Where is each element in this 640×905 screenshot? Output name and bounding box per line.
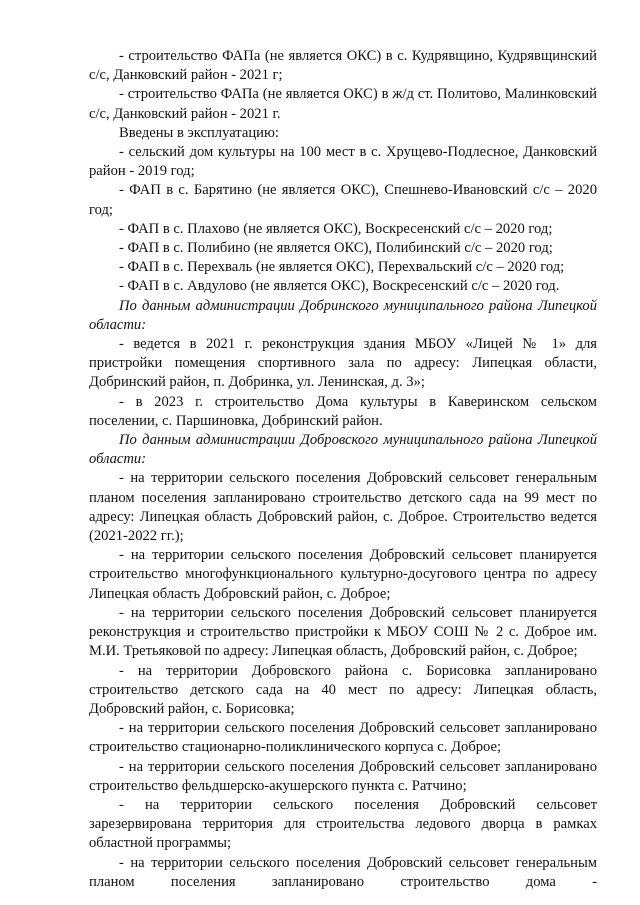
paragraph-polyclinic: - на территории сельского поселения Добровский сельсовет запланировано строительство стационарно-поликлинического корпуса с. Доброе; [89,720,597,756]
section-heading-dobrovsky: По данным администрации Добровского муниципального района Липецкой области: [89,432,597,468]
paragraph-fap-polibino: - ФАП в с. Полибино (не является ОКС), Полибинский с/с – 2020 год; [119,240,553,257]
paragraph-kindergarten-40: - на территории Добровского района с. Борисовка запланировано строительство детского сада на 40 мест по адресу: Липецкая область, Добровский район, с. Борисовка; [89,662,597,717]
paragraph-cultural-center: - на территории сельского поселения Добровский сельсовет планируется строительство многофункционального культурно-досугового центра по адресу Липецкая область Добровский район, с. Доброе; [89,547,597,602]
paragraph-ice-palace: - на территории сельского поселения Добровский сельсовет зарезервирована территория для строительства ледового дворца в рамках областной программы; [89,796,597,852]
section-heading-dobrinsky: По данным администрации Добринского муниципального района Липецкой области: [89,297,597,333]
paragraph-fap-ratchino: - на территории сельского поселения Добровский сельсовет запланировано строительство фельдшерско-акушерского пункта с. Ратчино; [89,758,597,794]
paragraph-culture-house-parshinovka: - в 2023 г. строительство Дома культуры в Каверинском сельском поселении, с. Паршиновка, Добринский район. [89,393,597,429]
paragraph-fap-avdulovo: - ФАП в с. Авдулово (не является ОКС), Воскресенский с/с – 2020 год. [119,278,560,295]
paragraph-kudryavshchino-fap: - строительство ФАПа (не является ОКС) в с. Кудрявщино, Кудрявщинский с/с, Данковский район - 2021 г; [89,48,597,84]
paragraph-house-planned: - на территории сельского поселения Добровский сельсовет генеральным планом поселения запланировано строительство дома - [89,854,597,890]
paragraph-school-extension: - на территории сельского поселения Добровский сельсовет планируется реконструкция и строительство пристройки к МБОУ СОШ № 2 с. Доброе им. М.И. Третьяковой по адресу: Липецкая область, Добровский район, с. Доброе; [89,604,597,660]
paragraph-fap-perekhval: - ФАП в с. Перехваль (не является ОКС), Перехвальский с/с – 2020 год; [119,259,565,276]
paragraph-lyceum-reconstruction: - ведется в 2021 г. реконструкция здания МБОУ «Лицей № 1» для пристройки помещения спортивного зала по адресу: Липецкая области, Добринский район, п. Добринка, ул. Ленинская, д. 3»; [89,336,597,391]
paragraph-commissioned-heading: Введены в эксплуатацию: [119,124,279,141]
paragraph-kindergarten-99: - на территории сельского поселения Добровский сельсовет генеральным планом поселения запланировано строительство детского сада на 99 мест по адресу: Липецкая область Добровский район, с. Доброе. Строительство ведется (2021-2022 гг.); [89,470,597,545]
paragraph-fap-baryatino: - ФАП в с. Барятино (не является ОКС), Спешнево-Ивановский с/с – 2020 год; [89,182,597,218]
paragraph-politovo-fap: - строительство ФАПа (не является ОКС) в ж/д ст. Политово, Малинковский с/с, Данковский район - 2021 г. [89,86,597,122]
paragraph-fap-plakhovo: - ФАП в с. Плахово (не является ОКС), Воскресенский с/с – 2020 год; [119,220,553,237]
document-page [89,47,597,892]
paragraph-culture-house-khrushchevo: - сельский дом культуры на 100 мест в с. Хрущево-Подлесное, Данковский район - 2019 год; [89,144,597,180]
